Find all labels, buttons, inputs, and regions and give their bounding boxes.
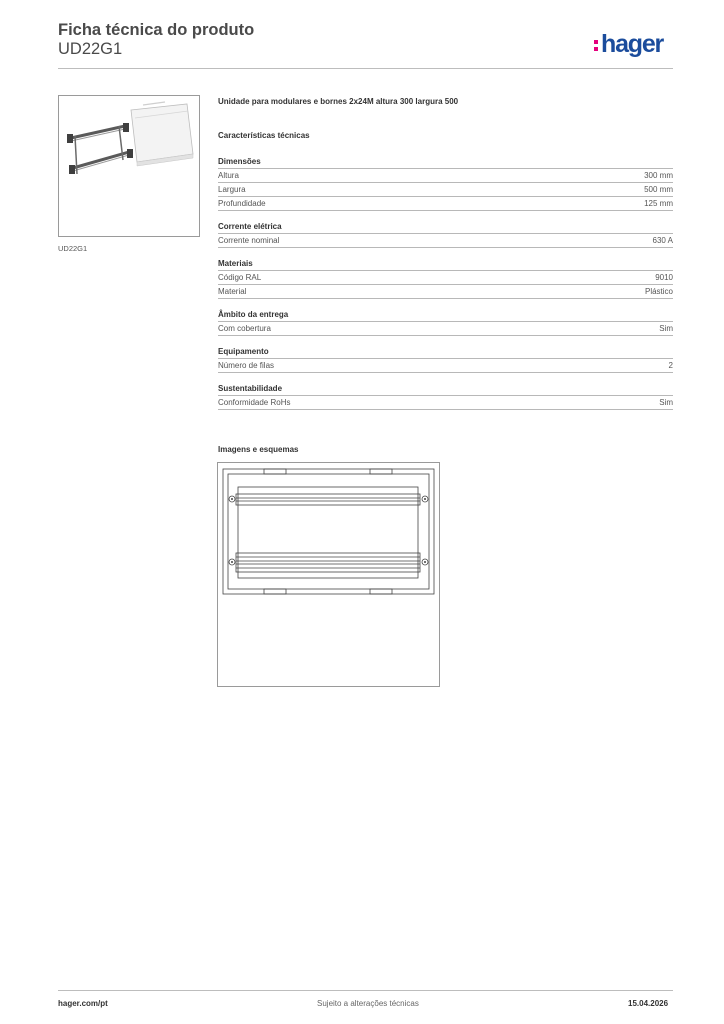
spec-group-title: Equipamento <box>218 347 269 356</box>
spec-row <box>218 182 673 196</box>
footer-website-link[interactable]: hager.com/pt <box>58 999 108 1008</box>
spec-label: Altura <box>218 171 239 180</box>
product-photo-icon <box>59 96 199 236</box>
spec-value: Sim <box>659 324 673 333</box>
spec-value: Sim <box>659 398 673 407</box>
spec-row <box>218 358 673 373</box>
hager-logo <box>594 30 674 58</box>
spec-row <box>218 196 673 211</box>
spec-label: Material <box>218 287 247 296</box>
technical-drawing-icon <box>218 463 439 686</box>
spec-label: Largura <box>218 185 246 194</box>
spec-table <box>218 156 673 420</box>
spec-group-title: Materiais <box>218 259 253 268</box>
spec-label: Com cobertura <box>218 324 271 333</box>
logo-text: hager <box>601 30 664 58</box>
spec-value: 300 mm <box>644 171 673 180</box>
spec-group-sustainability <box>218 383 673 410</box>
spec-group-electrical <box>218 221 673 248</box>
spec-value: 500 mm <box>644 185 673 194</box>
spec-row <box>218 395 673 410</box>
spec-label: Profundidade <box>218 199 266 208</box>
spec-group-title: Sustentabilidade <box>218 384 283 393</box>
spec-label: Número de filas <box>218 361 275 370</box>
spec-group-delivery-scope <box>218 309 673 336</box>
specs-section-title: Características técnicas <box>218 131 310 140</box>
spec-group-equipment <box>218 346 673 373</box>
product-image-caption: UD22G1 <box>58 244 88 253</box>
spec-group-title: Dimensões <box>218 157 261 166</box>
spec-row <box>218 284 673 299</box>
spec-label: Código RAL <box>218 273 262 282</box>
product-code: UD22G1 <box>58 40 123 58</box>
spec-label: Corrente nominal <box>218 236 280 245</box>
footer-date: 15.04.2026 <box>628 999 669 1008</box>
spec-row <box>218 233 673 248</box>
spec-value: 125 mm <box>644 199 673 208</box>
page-title: Ficha técnica do produto <box>58 21 255 39</box>
spec-group-materials <box>218 258 673 299</box>
spec-group-title: Corrente elétrica <box>218 222 282 231</box>
spec-row <box>218 270 673 284</box>
images-section-title: Imagens e esquemas <box>218 445 299 454</box>
product-description: Unidade para modulares e bornes 2x24M altura 300 largura 500 <box>218 97 459 106</box>
spec-row <box>218 168 673 182</box>
header-divider <box>58 68 673 69</box>
spec-row <box>218 321 673 336</box>
footer-disclaimer: Sujeito a alterações técnicas <box>317 999 419 1008</box>
spec-value: 9010 <box>655 273 673 282</box>
spec-value: 630 A <box>652 236 673 245</box>
spec-label: Conformidade RoHs <box>218 398 291 407</box>
spec-group-dimensions <box>218 156 673 211</box>
footer-divider <box>58 990 673 991</box>
spec-value: 2 <box>668 361 673 370</box>
product-image <box>58 95 200 237</box>
spec-group-title: Âmbito da entrega <box>218 310 289 319</box>
technical-drawing <box>217 462 440 687</box>
logo-colon-icon <box>594 37 599 54</box>
spec-value: Plástico <box>644 287 673 296</box>
